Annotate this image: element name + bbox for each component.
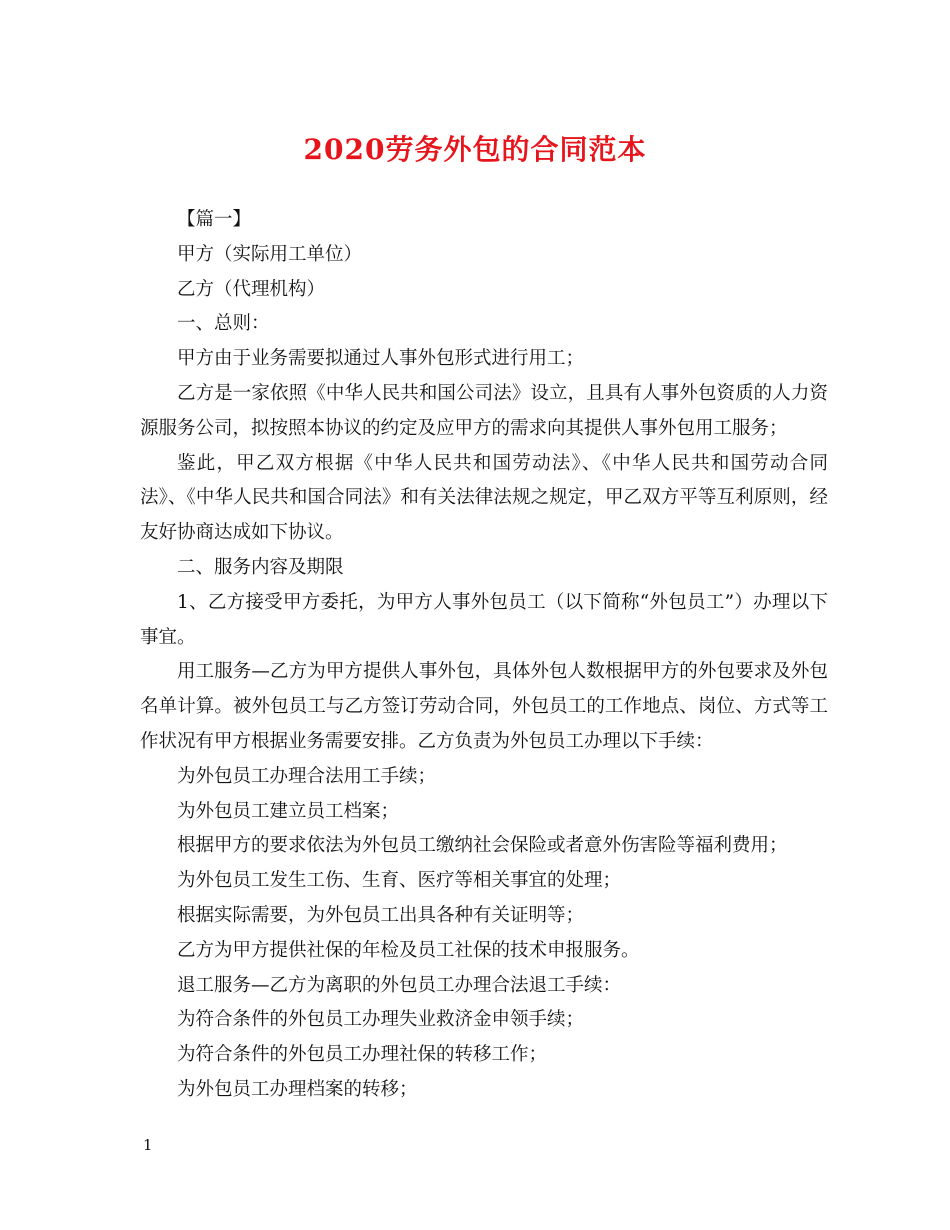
paragraph: 为外包员工建立员工档案；: [177, 800, 400, 822]
paragraph-party-b: 乙方（代理机构）: [177, 278, 326, 300]
paragraph: 鉴此，甲乙双方根据《中华人民共和国劳动法》、《中华人民共和国劳动合同法》、《中华人民共和国合同法》和有关法律法规之规定，甲乙双方平等互利原则，经友好协商达成如下协议。: [140, 452, 828, 544]
paragraph: 为外包员工办理档案的转移；: [177, 1078, 418, 1100]
paragraph: 1、乙方接受甲方委托，为甲方人事外包员工（以下简称“外包员工”）办理以下事宜。: [140, 591, 828, 648]
paragraph: 乙方是一家依照《中华人民共和国公司法》设立，且具有人事外包资质的人力资源服务公司，拟按照本协议的约定及应甲方的需求向其提供人事外包用工服务；: [140, 382, 828, 439]
paragraph-party-a: 甲方（实际用工单位）: [177, 243, 363, 265]
paragraph-general-heading: 一、总则：: [177, 313, 270, 335]
paragraph: 根据实际需要，为外包员工出具各种有关证明等；: [177, 904, 585, 926]
paragraph: 用工服务—乙方为甲方提供人事外包，具体外包人数根据甲方的外包要求及外包名单计算。被外包员工与乙方签订劳动合同，外包员工的工作地点、岗位、方式等工作状况有甲方根据业务需要安排。乙方负责为外包员工办理以下手续：: [140, 661, 828, 752]
paragraph: 甲方由于业务需要拟通过人事外包形式进行用工；: [177, 348, 585, 370]
page-number: 1: [143, 1136, 153, 1154]
paragraph: 为符合条件的外包员工办理失业救济金申领手续；: [177, 1009, 585, 1031]
paragraph: 为外包员工办理合法用工手续；: [177, 765, 437, 787]
document-title: 2020劳务外包的合同范本: [303, 133, 647, 166]
document-body: [140, 203, 828, 1108]
paragraph-service-heading: 二、服务内容及期限: [177, 556, 344, 578]
paragraph: 根据甲方的要求依法为外包员工缴纳社会保险或者意外伤害险等福利费用；: [177, 835, 788, 857]
paragraph-section-heading: 【篇一】: [177, 209, 252, 230]
paragraph: 乙方为甲方提供社保的年检及员工社保的技术申报服务。: [177, 939, 640, 961]
paragraph: 退工服务—乙方为离职的外包员工办理合法退工手续：: [177, 974, 622, 996]
paragraph: 为符合条件的外包员工办理社保的转移工作；: [177, 1044, 548, 1066]
paragraph: 为外包员工发生工伤、生育、医疗等相关事宜的处理；: [177, 870, 622, 892]
